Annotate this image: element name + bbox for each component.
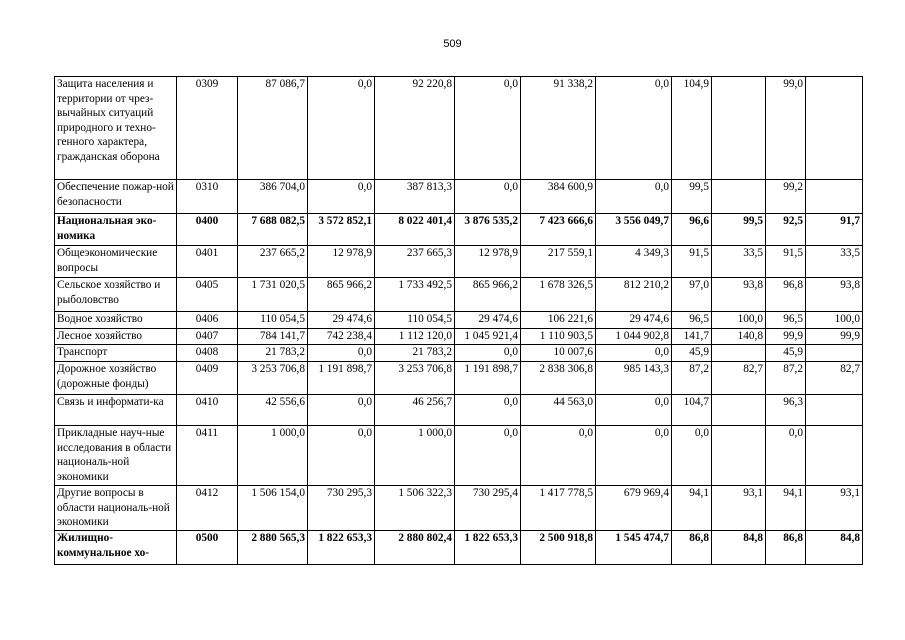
cell: 0,0 xyxy=(308,180,375,214)
cell: 730 295,4 xyxy=(455,486,521,531)
cell: 99,9 xyxy=(806,329,863,345)
cell: 104,7 xyxy=(672,395,712,426)
row-name: Обеспечение пожар-ной безопасности xyxy=(55,180,177,214)
table-row xyxy=(55,426,863,486)
cell: 99,2 xyxy=(766,180,806,214)
cell: 94,1 xyxy=(766,486,806,531)
cell: 7 688 082,5 xyxy=(238,214,308,246)
row-code: 0405 xyxy=(177,278,238,312)
cell: 384 600,9 xyxy=(521,180,596,214)
cell: 1 506 322,3 xyxy=(375,486,455,531)
cell: 1 000,0 xyxy=(375,426,455,486)
cell: 93,1 xyxy=(806,486,863,531)
cell: 29 474,6 xyxy=(455,312,521,329)
page-number: 509 xyxy=(443,38,462,50)
cell: 1 044 902,8 xyxy=(596,329,672,345)
cell: 0,0 xyxy=(596,426,672,486)
cell: 93,8 xyxy=(712,278,766,312)
cell: 42 556,6 xyxy=(238,395,308,426)
cell: 0,0 xyxy=(455,77,521,180)
cell: 0,0 xyxy=(455,395,521,426)
cell: 97,0 xyxy=(672,278,712,312)
cell: 1 822 653,3 xyxy=(308,531,375,565)
cell: 44 563,0 xyxy=(521,395,596,426)
table-row xyxy=(55,214,863,246)
cell: 0,0 xyxy=(455,426,521,486)
row-code: 0407 xyxy=(177,329,238,345)
cell xyxy=(712,426,766,486)
cell: 84,8 xyxy=(806,531,863,565)
cell: 0,0 xyxy=(596,395,672,426)
cell: 1 731 020,5 xyxy=(238,278,308,312)
table-row xyxy=(55,531,863,565)
table-row xyxy=(55,486,863,531)
row-code: 0406 xyxy=(177,312,238,329)
cell: 87,2 xyxy=(766,362,806,395)
cell: 1 822 653,3 xyxy=(455,531,521,565)
cell: 3 253 706,8 xyxy=(375,362,455,395)
cell: 742 238,4 xyxy=(308,329,375,345)
table-row xyxy=(55,329,863,345)
cell: 1 417 778,5 xyxy=(521,486,596,531)
cell: 91,5 xyxy=(672,246,712,278)
cell: 4 349,3 xyxy=(596,246,672,278)
cell: 3 253 706,8 xyxy=(238,362,308,395)
table-row xyxy=(55,345,863,362)
row-code: 0412 xyxy=(177,486,238,531)
cell: 96,5 xyxy=(672,312,712,329)
cell: 99,5 xyxy=(672,180,712,214)
cell: 1 000,0 xyxy=(238,426,308,486)
cell: 784 141,7 xyxy=(238,329,308,345)
cell: 84,8 xyxy=(712,531,766,565)
cell: 92 220,8 xyxy=(375,77,455,180)
cell xyxy=(806,77,863,180)
cell: 93,8 xyxy=(806,278,863,312)
cell: 33,5 xyxy=(806,246,863,278)
row-code: 0410 xyxy=(177,395,238,426)
cell: 1 112 120,0 xyxy=(375,329,455,345)
cell: 45,9 xyxy=(672,345,712,362)
cell: 679 969,4 xyxy=(596,486,672,531)
cell: 82,7 xyxy=(712,362,766,395)
row-name: Национальная эко-номика xyxy=(55,214,177,246)
cell: 0,0 xyxy=(455,345,521,362)
table-row xyxy=(55,312,863,329)
cell: 82,7 xyxy=(806,362,863,395)
cell: 3 556 049,7 xyxy=(596,214,672,246)
table-row xyxy=(55,246,863,278)
cell: 106 221,6 xyxy=(521,312,596,329)
cell: 0,0 xyxy=(596,180,672,214)
cell: 0,0 xyxy=(672,426,712,486)
row-name: Другие вопросы в области националь-ной экономики xyxy=(55,486,177,531)
cell: 100,0 xyxy=(712,312,766,329)
cell: 812 210,2 xyxy=(596,278,672,312)
table-row xyxy=(55,362,863,395)
cell: 93,1 xyxy=(712,486,766,531)
cell: 7 423 666,6 xyxy=(521,214,596,246)
row-name: Транспорт xyxy=(55,345,177,362)
table-row xyxy=(55,395,863,426)
cell: 29 474,6 xyxy=(596,312,672,329)
cell: 386 704,0 xyxy=(238,180,308,214)
cell: 865 966,2 xyxy=(455,278,521,312)
cell: 2 880 802,4 xyxy=(375,531,455,565)
cell: 3 876 535,2 xyxy=(455,214,521,246)
cell: 865 966,2 xyxy=(308,278,375,312)
cell: 21 783,2 xyxy=(238,345,308,362)
cell: 0,0 xyxy=(766,426,806,486)
cell: 1 191 898,7 xyxy=(455,362,521,395)
cell: 96,6 xyxy=(672,214,712,246)
cell xyxy=(712,395,766,426)
cell: 0,0 xyxy=(308,345,375,362)
cell: 91,7 xyxy=(806,214,863,246)
cell: 1 506 154,0 xyxy=(238,486,308,531)
cell: 29 474,6 xyxy=(308,312,375,329)
row-code: 0408 xyxy=(177,345,238,362)
cell: 0,0 xyxy=(521,426,596,486)
cell: 1 545 474,7 xyxy=(596,531,672,565)
cell: 46 256,7 xyxy=(375,395,455,426)
cell xyxy=(712,345,766,362)
cell: 2 500 918,8 xyxy=(521,531,596,565)
cell: 237 665,3 xyxy=(375,246,455,278)
cell: 92,5 xyxy=(766,214,806,246)
row-name: Жилищно-коммунальное хо- xyxy=(55,531,177,565)
cell: 140,8 xyxy=(712,329,766,345)
cell: 0,0 xyxy=(308,426,375,486)
row-code: 0400 xyxy=(177,214,238,246)
budget-table xyxy=(54,76,863,565)
cell: 387 813,3 xyxy=(375,180,455,214)
row-code: 0409 xyxy=(177,362,238,395)
cell: 99,0 xyxy=(766,77,806,180)
row-name: Водное хозяйство xyxy=(55,312,177,329)
cell: 96,3 xyxy=(766,395,806,426)
cell: 237 665,2 xyxy=(238,246,308,278)
cell: 0,0 xyxy=(308,395,375,426)
cell xyxy=(712,77,766,180)
cell xyxy=(712,180,766,214)
cell: 3 572 852,1 xyxy=(308,214,375,246)
cell xyxy=(806,180,863,214)
table-row xyxy=(55,77,863,180)
cell xyxy=(806,426,863,486)
cell: 91 338,2 xyxy=(521,77,596,180)
cell: 110 054,5 xyxy=(238,312,308,329)
cell: 1 110 903,5 xyxy=(521,329,596,345)
row-name: Лесное хозяйство xyxy=(55,329,177,345)
cell: 2 838 306,8 xyxy=(521,362,596,395)
cell xyxy=(806,395,863,426)
cell: 94,1 xyxy=(672,486,712,531)
row-name: Дорожное хозяйство (дорожные фонды) xyxy=(55,362,177,395)
row-code: 0309 xyxy=(177,77,238,180)
cell: 2 880 565,3 xyxy=(238,531,308,565)
cell: 730 295,3 xyxy=(308,486,375,531)
cell: 1 191 898,7 xyxy=(308,362,375,395)
row-name: Защита населения и территории от чрез-вычайных ситуаций природного и техно-генного характера, гражданская оборона xyxy=(55,77,177,180)
cell: 87,2 xyxy=(672,362,712,395)
cell: 104,9 xyxy=(672,77,712,180)
cell: 217 559,1 xyxy=(521,246,596,278)
cell: 12 978,9 xyxy=(308,246,375,278)
row-name: Прикладные науч-ные исследования в области националь-ной экономики xyxy=(55,426,177,486)
cell: 141,7 xyxy=(672,329,712,345)
cell: 12 978,9 xyxy=(455,246,521,278)
cell: 1 733 492,5 xyxy=(375,278,455,312)
row-code: 0401 xyxy=(177,246,238,278)
cell: 45,9 xyxy=(766,345,806,362)
cell: 96,8 xyxy=(766,278,806,312)
cell: 1 045 921,4 xyxy=(455,329,521,345)
cell: 10 007,6 xyxy=(521,345,596,362)
cell: 86,8 xyxy=(766,531,806,565)
table-row xyxy=(55,278,863,312)
cell xyxy=(806,345,863,362)
cell: 0,0 xyxy=(596,345,672,362)
table-row xyxy=(55,180,863,214)
cell: 33,5 xyxy=(712,246,766,278)
cell: 86,8 xyxy=(672,531,712,565)
row-code: 0411 xyxy=(177,426,238,486)
cell: 100,0 xyxy=(806,312,863,329)
cell: 87 086,7 xyxy=(238,77,308,180)
row-name: Связь и информати-ка xyxy=(55,395,177,426)
cell: 99,9 xyxy=(766,329,806,345)
cell: 0,0 xyxy=(455,180,521,214)
cell: 0,0 xyxy=(596,77,672,180)
cell: 0,0 xyxy=(308,77,375,180)
cell: 110 054,5 xyxy=(375,312,455,329)
row-code: 0500 xyxy=(177,531,238,565)
cell: 985 143,3 xyxy=(596,362,672,395)
row-name: Общеэкономические вопросы xyxy=(55,246,177,278)
cell: 91,5 xyxy=(766,246,806,278)
cell: 8 022 401,4 xyxy=(375,214,455,246)
row-name: Сельское хозяйство и рыболовство xyxy=(55,278,177,312)
cell: 21 783,2 xyxy=(375,345,455,362)
cell: 1 678 326,5 xyxy=(521,278,596,312)
cell: 96,5 xyxy=(766,312,806,329)
cell: 99,5 xyxy=(712,214,766,246)
row-code: 0310 xyxy=(177,180,238,214)
